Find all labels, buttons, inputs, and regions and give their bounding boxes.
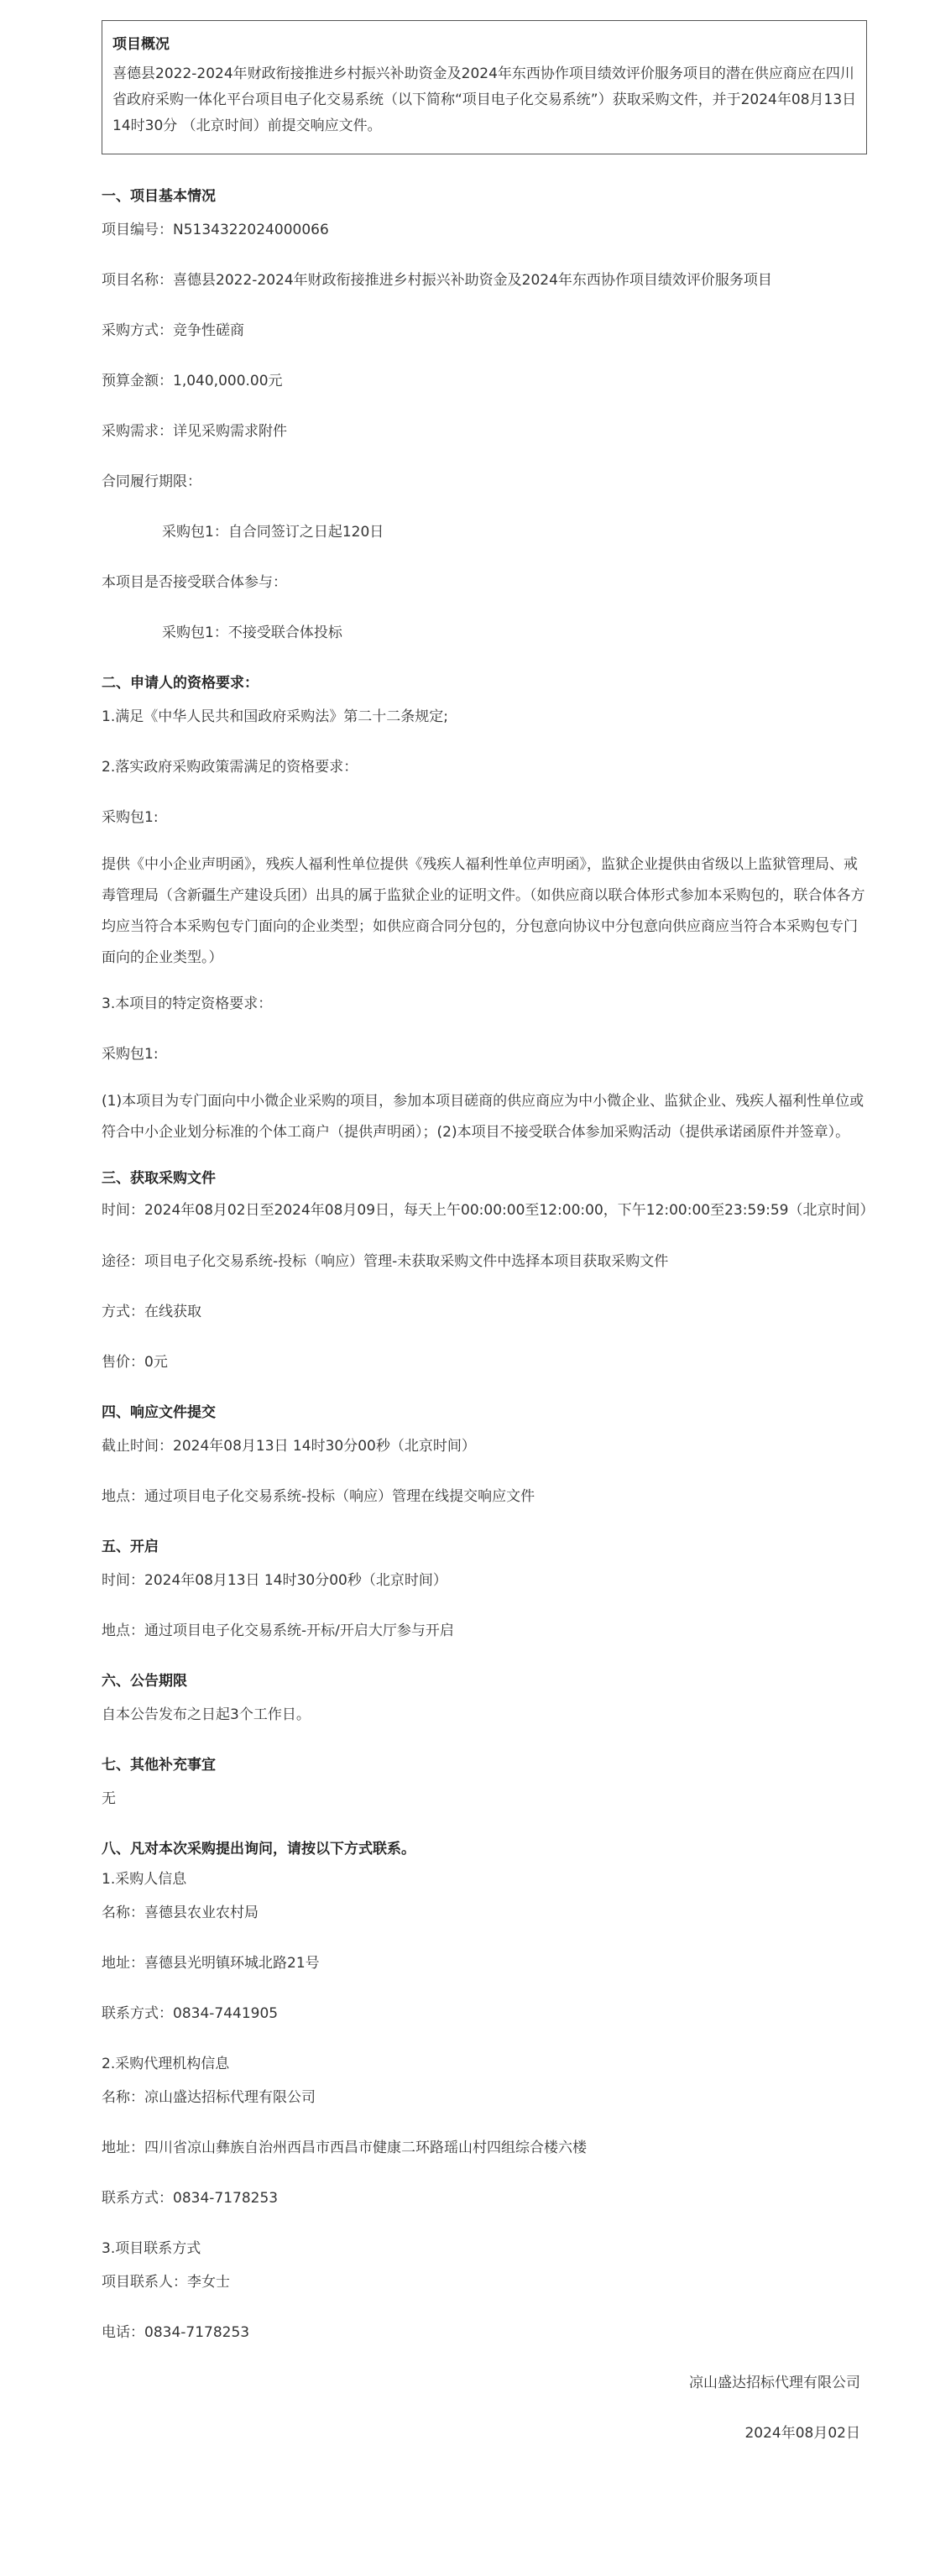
section-1-title: 一、项目基本情况: [102, 188, 216, 205]
section-8-title: 八、凡对本次采购提出询问，请按以下方式联系。: [102, 1841, 415, 1858]
project-number: 项目编号：N5134322024000066: [102, 222, 329, 238]
policy-requirement-text: 提供《中小企业声明函》，残疾人福利性单位提供《残疾人福利性单位声明函》，监狱企业提供由省级以上监狱管理局、戒毒管理局（含新疆生产建设兵团）出具的属于监狱企业的证明文件。（如供应商以联合体形式参加本采购包的，联合体各方均应当符合本采购包专门面向的企业类型；如供应商合同分包的，分包意向协议中分包意向供应商应当符合本采购包专门面向的企业类型。）: [102, 856, 865, 966]
footer-company: 凉山盛达招标代理有限公司: [689, 2375, 860, 2391]
special-requirement-text: (1)本项目为专门面向中小微企业采购的项目，参加本项目磋商的供应商应为中小微企业、监狱企业、残疾人福利性单位或符合中小企业划分标准的个体工商户（提供声明函）；(2)本项目不接受联合体参加采购活动（提供承诺函原件并签章）。: [102, 1093, 864, 1141]
overview-title: 项目概况: [112, 36, 170, 53]
buyer-phone: 联系方式：0834-7441905: [102, 2005, 279, 2022]
section-2-title: 二、申请人的资格要求：: [102, 675, 259, 692]
procurement-demand: 采购需求：详见采购需求附件: [102, 423, 287, 440]
procurement-method: 采购方式：竞争性磋商: [102, 322, 244, 339]
agent-address: 地址：四川省凉山彝族自治州西昌市西昌市健康二环路瑶山村四组综合楼六楼: [102, 2140, 587, 2156]
qualification-item-3: 3.本项目的特定资格要求：: [102, 995, 273, 1012]
agent-name: 名称：凉山盛达招标代理有限公司: [102, 2089, 316, 2106]
contact-phone: 电话：0834-7178253: [102, 2324, 250, 2341]
joint-bid-value: 采购包1：不接受联合体投标: [162, 624, 342, 641]
submission-deadline: 截止时间：2024年08月13日 14时30分00秒（北京时间）: [102, 1438, 476, 1455]
document-mode: 方式：在线获取: [102, 1304, 201, 1320]
opening-place: 地点：通过项目电子化交易系统-开标/开启大厅参与开启: [102, 1622, 454, 1639]
qualification-item-1: 1.满足《中华人民共和国政府采购法》第二十二条规定;: [102, 708, 448, 725]
opening-time: 时间：2024年08月13日 14时30分00秒（北京时间）: [102, 1572, 447, 1589]
buyer-info-heading: 1.采购人信息: [102, 1871, 187, 1888]
section-3-title: 三、获取采购文件: [102, 1170, 216, 1187]
agent-info-heading: 2.采购代理机构信息: [102, 2056, 230, 2072]
project-name: 项目名称：喜德县2022-2024年财政衔接推进乡村振兴补助资金及2024年东西协作项目绩效评价服务项目: [102, 272, 772, 289]
project-overview-box: [102, 20, 867, 154]
notice-period-text: 自本公告发布之日起3个工作日。: [102, 1706, 311, 1723]
contract-period-value: 采购包1：自合同签订之日起120日: [162, 524, 384, 541]
contact-person: 项目联系人：李女士: [102, 2274, 230, 2291]
section-6-title: 六、公告期限: [102, 1673, 187, 1690]
document-channel: 途径：项目电子化交易系统-投标（响应）管理-未获取采购文件中选择本项目获取采购文件: [102, 1253, 669, 1270]
budget-amount: 预算金额：1,040,000.00元: [102, 373, 283, 389]
document-price: 售价：0元: [102, 1354, 168, 1371]
section-4-title: 四、响应文件提交: [102, 1404, 216, 1421]
announcement-body: [102, 0, 875, 2445]
contract-period-label: 合同履行期限：: [102, 473, 201, 490]
buyer-name: 名称：喜德县农业农村局: [102, 1905, 259, 1921]
document-time: 时间：2024年08月02日至2024年08月09日，每天上午00:00:00至12:00:00，下午12:00:00至23:59:59（北京时间）: [102, 1202, 875, 1219]
other-matters-text: 无: [102, 1790, 116, 1807]
footer-date: 2024年08月02日: [744, 2425, 860, 2442]
overview-text: 喜德县2022-2024年财政衔接推进乡村振兴补助资金及2024年东西协作项目绩效评价服务项目的潜在供应商应在四川省政府采购一体化平台项目电子化交易系统（以下简称“项目电子化交易系统”）获取采购文件，并于2024年08月13日 14时30分 （北京时间）前提交响应文件。: [112, 65, 857, 134]
submission-place: 地点：通过项目电子化交易系统-投标（响应）管理在线提交响应文件: [102, 1488, 535, 1505]
agent-phone: 联系方式：0834-7178253: [102, 2190, 279, 2207]
joint-bid-label: 本项目是否接受联合体参与：: [102, 574, 287, 591]
special-package-label: 采购包1:: [102, 1046, 159, 1063]
section-7-title: 七、其他补充事宜: [102, 1757, 216, 1774]
qualification-item-2: 2.落实政府采购政策需满足的资格要求：: [102, 759, 358, 776]
policy-package-label: 采购包1:: [102, 809, 159, 826]
contact-info-heading: 3.项目联系方式: [102, 2240, 201, 2257]
buyer-address: 地址：喜德县光明镇环城北路21号: [102, 1955, 320, 1972]
section-5-title: 五、开启: [102, 1539, 159, 1555]
